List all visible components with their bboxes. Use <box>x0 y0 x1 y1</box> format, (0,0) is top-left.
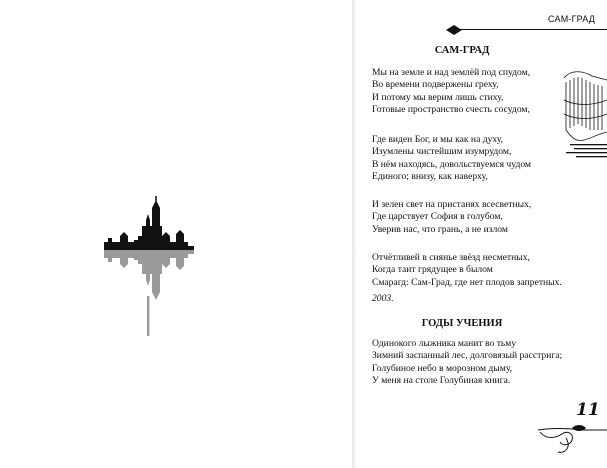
verse-line: Где царствует София в голубом, <box>372 211 503 223</box>
verse-line: Во времени подвержены греху, <box>372 79 499 91</box>
verse-line: Отчётливей в сиянье звёзд несметных, <box>372 252 530 263</box>
stanza <box>372 199 572 236</box>
flourish-ornament-icon <box>536 418 607 456</box>
verse-line: Единого; внизу, как наверху, <box>372 171 488 183</box>
pipe-organ-sketch-icon <box>562 70 607 162</box>
verse-line: Голубиное небо в морозном дыму, <box>372 362 513 374</box>
poem-title: ГОДЫ УЧЕНИЯ <box>421 318 503 329</box>
stanza <box>372 67 572 117</box>
verse-line: Зимний заспанный лес, долговязый расстрига; <box>372 350 563 362</box>
diamond-ornament-icon <box>444 24 464 36</box>
header-rule <box>457 29 607 30</box>
verse-line: И зелен свет на пристанях всесветных, <box>372 199 532 210</box>
verse-line: Мы на земле и над землёй под спудом, <box>372 67 531 78</box>
verse-line: Уверив нас, что грань, а не излом <box>372 223 508 235</box>
stanza <box>372 134 572 184</box>
verse-line: Где виден Бог, и мы как на духу, <box>372 134 504 145</box>
city-skyline-reflection-icon <box>100 196 196 336</box>
verse-line: Готовые пространство счесть сосудом, <box>372 104 530 116</box>
poem-date: 2003. <box>372 293 394 304</box>
verse-line: У меня на столе Голубиная книга. <box>372 375 511 387</box>
verse-line: И потому мы верим лишь стиху, <box>372 91 504 103</box>
verse-line: Когда таит грядущее в былом <box>372 264 493 276</box>
verse-line: Изумлены чистейшим изумрудом, <box>372 146 512 158</box>
stanza <box>372 338 572 388</box>
page-number: 11 <box>576 400 600 420</box>
stanza <box>372 252 572 289</box>
verse-line: Смарагд: Сам-Град, где нет плодов запретных. <box>372 276 562 288</box>
poem-title: САМ-ГРАД <box>434 45 490 56</box>
running-head: САМ-ГРАД <box>548 14 596 24</box>
book-gutter <box>352 0 356 468</box>
verse-line: В нём находясь, довольствуемся чудом <box>372 158 532 170</box>
verse-line: Одинокого лыжника манит во тьму <box>372 338 517 349</box>
